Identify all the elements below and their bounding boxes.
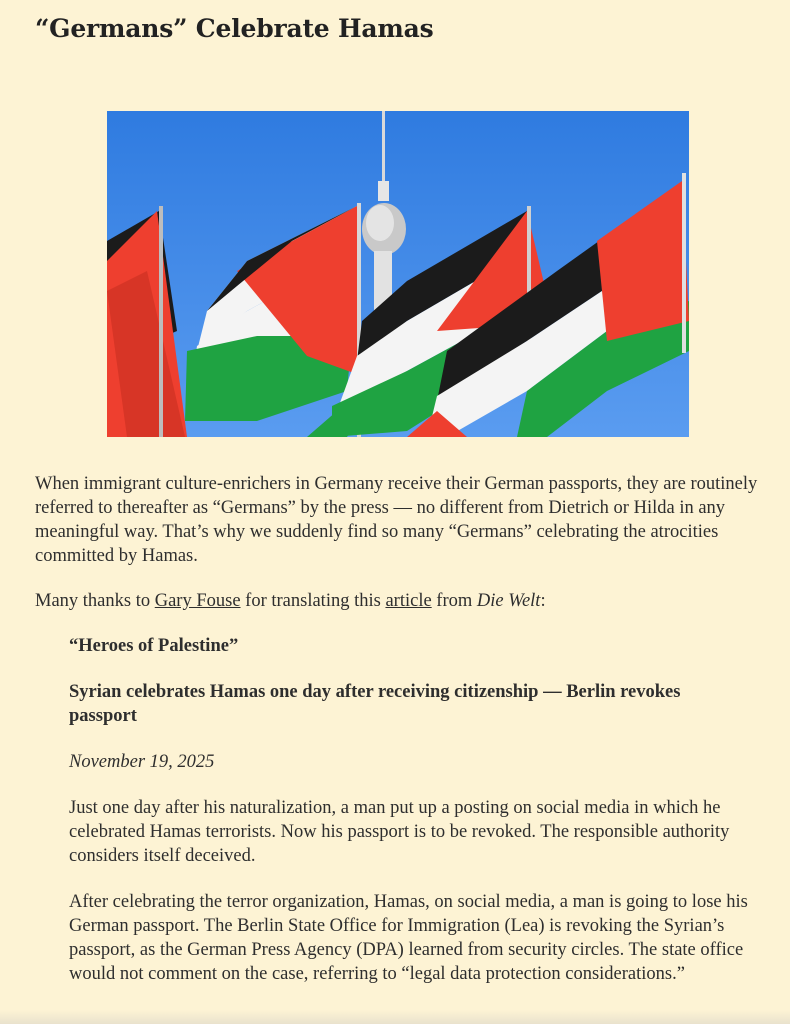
quote-subheading: Syrian celebrates Hamas one day after receiving citizenship — Berlin revokes passport xyxy=(69,682,681,726)
intro-paragraph: When immigrant culture-enrichers in Germany receive their German passports, they are routinely referred to thereafter as “Germans” by the press — no different from Dietrich or Hilda in any meaningful way. That’s why we suddenly find so many “Germans” celebrating the atrocities committed by Hamas. xyxy=(35,474,758,566)
quote-date: November 19, 2025 xyxy=(69,752,215,772)
quote-heading: “Heroes of Palestine” xyxy=(69,636,239,656)
thanks-paragraph xyxy=(35,589,765,613)
thanks-suffix: : xyxy=(540,591,546,611)
article-title: “Germans” Celebrate Hamas xyxy=(35,14,434,43)
article-link[interactable]: article xyxy=(385,591,432,611)
translator-link[interactable]: Gary Fouse xyxy=(154,591,241,611)
source-name: Die Welt xyxy=(476,591,541,611)
thanks-prefix: Many thanks to xyxy=(35,591,155,611)
thanks-middle2: from xyxy=(431,591,477,611)
quote-paragraph-1: Just one day after his naturalization, a man put up a posting on social media in which he celebrated Hamas terrorists. Now his passport is to be revoked. The responsible authority considers itself deceived. xyxy=(69,798,730,866)
thanks-middle: for translating this xyxy=(240,591,386,611)
quote-paragraph-2: After celebrating the terror organization, Hamas, on social media, a man is going to lose his German passport. The Berlin State Office for Immigration (Lea) is revoking the Syrian’s passport, as the German Press Agency (DPA) learned from security circles. The state office would not comment on the case, referring to “legal data protection considerations.” xyxy=(69,892,748,984)
article-photo xyxy=(107,111,689,437)
page-bottom-edge xyxy=(0,1010,790,1024)
flags-illustration xyxy=(107,111,689,437)
